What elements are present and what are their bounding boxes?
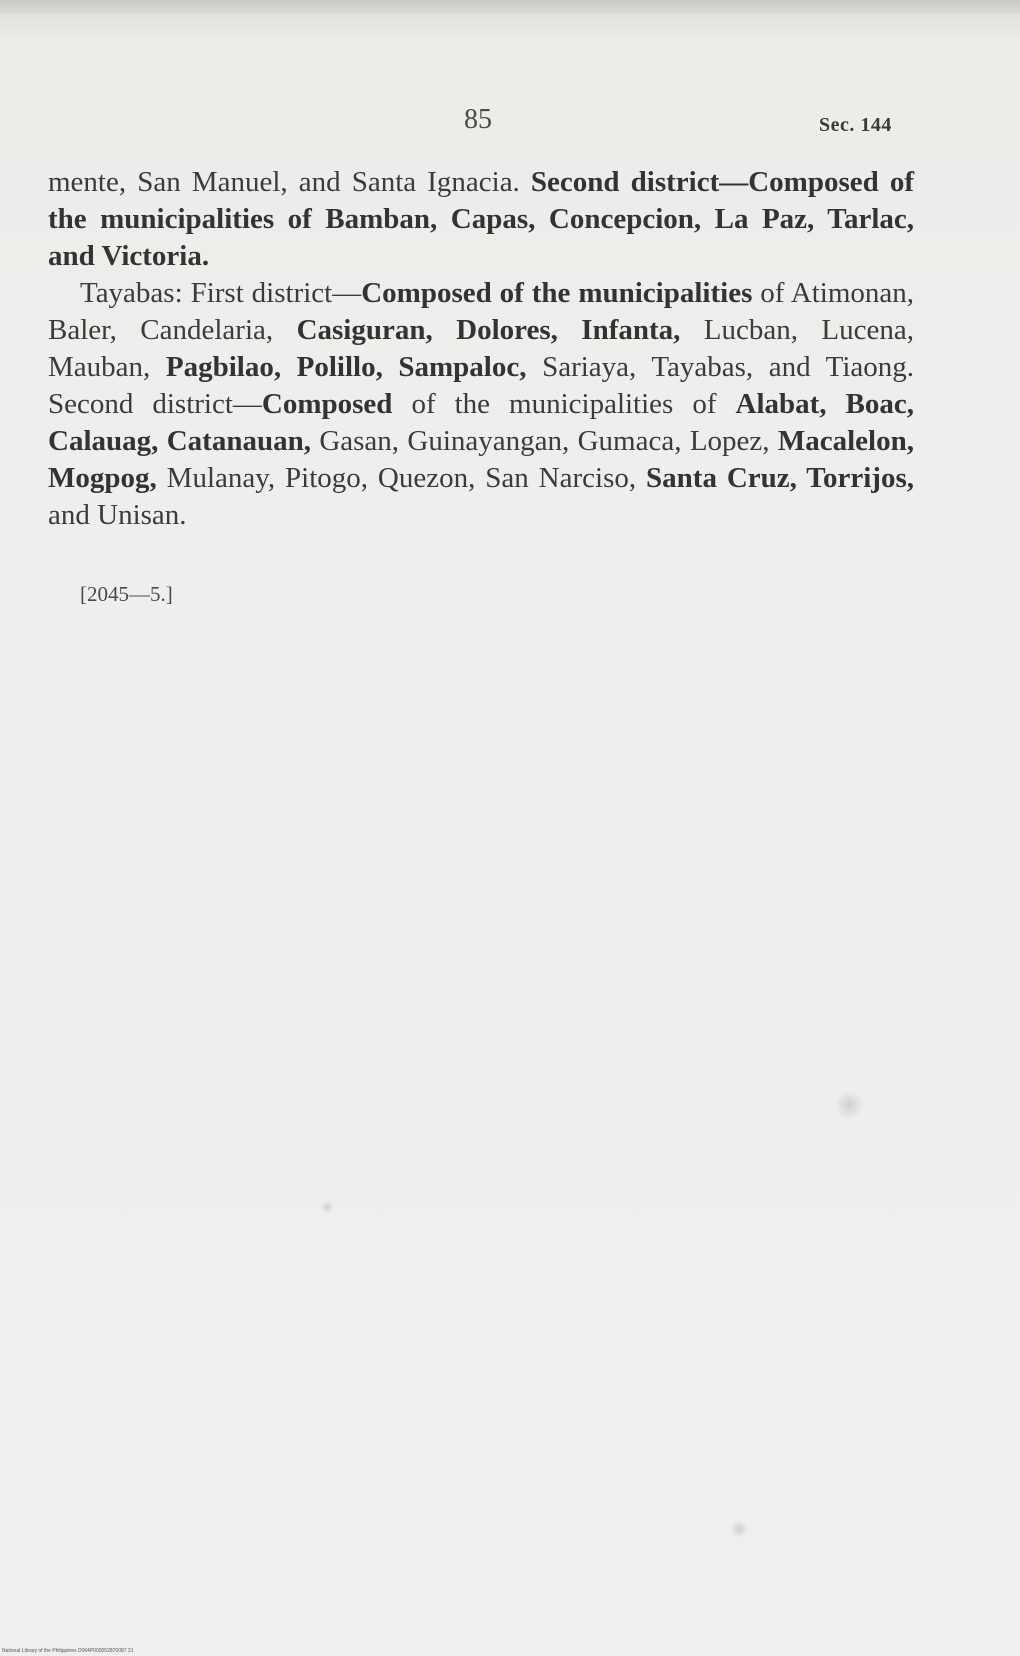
paragraph-text-bold: Composed of the municipalities — [361, 277, 753, 309]
paragraph-text: Mulanay, Pitogo, Quezon, San Narciso, — [156, 462, 647, 494]
scan-smudge — [834, 1090, 864, 1120]
body-text — [48, 164, 914, 534]
paragraph-text: Gasan, Guinayangan, Gumaca, Lopez, — [310, 425, 778, 457]
paragraph-text: Sariaya, Tayabas, and Tiaong. Second district— — [48, 351, 915, 420]
paragraph-tayabas — [48, 275, 914, 534]
paragraph-text-bold: Santa Cruz, Torrijos, — [646, 462, 914, 494]
paragraph-text-bold: Alabat, Boac, Calauag, Catanauan, — [48, 388, 915, 457]
page-number: 85 — [464, 104, 492, 135]
paragraph-text: Lucban, Lucena, Mauban, — [48, 314, 915, 383]
paragraph-text: and Unisan. — [48, 499, 187, 531]
legal-citation: [2045—5.] — [80, 582, 173, 606]
paragraph-text-bold: Macalelon, Mogpog, — [48, 425, 914, 494]
paragraph-text: mente, San Manuel, and Santa Ignacia. — [48, 166, 531, 198]
page-header — [0, 104, 1020, 144]
section-reference: Sec. 144 — [819, 114, 892, 136]
scan-smudge — [730, 1520, 748, 1538]
paragraph-text-bold: Pagbilao, Polillo, Sampaloc, — [165, 351, 527, 383]
paragraph-text: Tayabas: First district— — [80, 277, 362, 309]
scan-top-edge — [0, 0, 1020, 14]
paragraph-tarlac-continued — [48, 164, 914, 275]
paragraph-text: of the municipalities of — [392, 388, 736, 420]
paragraph-text: of Atimonan, Baler, Candelaria, — [48, 277, 915, 346]
paragraph-text-bold: Composed — [261, 388, 393, 420]
scan-credit: National Library of the Philippines D064P000052870087 31 — [2, 1648, 134, 1654]
scan-smudge — [320, 1200, 334, 1214]
paragraph-text-bold: Second district—Composed of the municipalities of Bamban, Capas, Concepcion, La Paz, Tarlac, and Victoria. — [48, 166, 915, 272]
paragraph-text-bold: Casiguran, Dolores, Infanta, — [296, 314, 681, 346]
